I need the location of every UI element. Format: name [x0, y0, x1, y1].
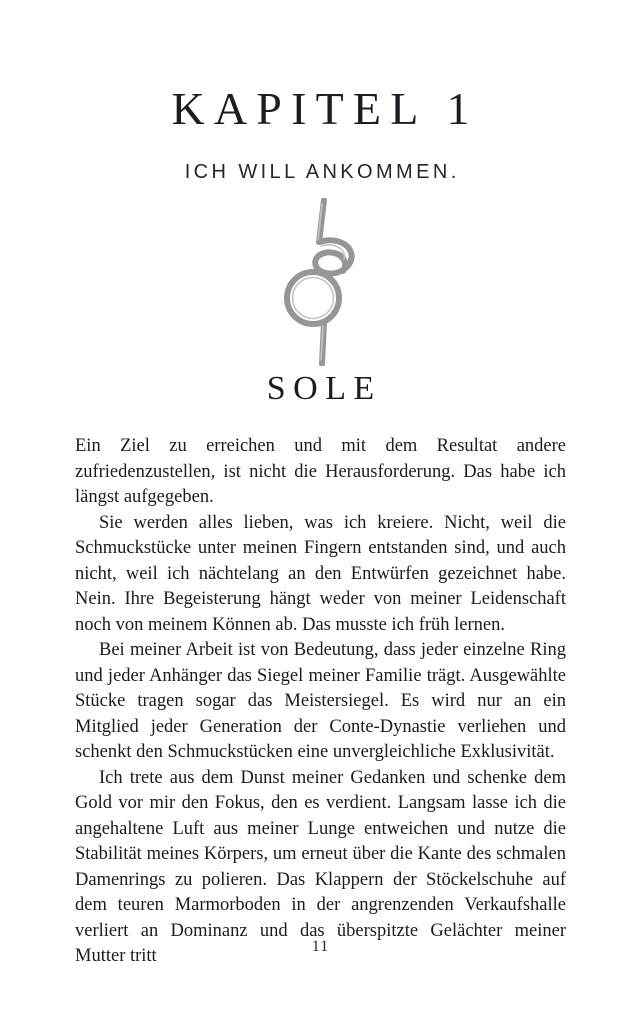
- rope-knot-icon: [231, 198, 411, 366]
- chapter-subtitle: ICH WILL ANKOMMEN.: [184, 161, 460, 183]
- page-number: 11: [311, 938, 330, 955]
- chapter-title: KAPITEL 1: [171, 83, 479, 134]
- body-text: [75, 434, 566, 970]
- paragraph-4: Ich trete aus dem Dunst meiner Gedanken und schenke dem Gold vor mir den Fokus, den es verdient. Langsam lasse ich die angehaltene Luft aus meiner Lunge entweichen und nutze die Stabilität meines Körpers, um erneut über die Kante des schmalen Damenrings zu polieren. Das Klappern der Stöckelschuhe auf dem teuren Marmorboden in der angrenzenden Verkaufshalle verliert an Dominanz und das überspitzte Gelächter meiner Mutter tritt: [75, 767, 566, 966]
- section-title: SOLE: [266, 370, 382, 407]
- paragraph-1: Ein Ziel zu erreichen und mit dem Resultat andere zufriedenzustellen, ist nicht die Herausforderung. Das habe ich längst aufgegeben.: [75, 436, 566, 507]
- paragraph-2: Sie werden alles lieben, was ich kreiere. Nicht, weil die Schmuckstücke unter meinen Fingern entstanden sind, und auch nicht, weil ich nächtelang an den Entwürfen gezeichnet habe. Nein. Ihre Begeisterung hängt weder von meiner Leidenschaft noch von meinem Können ab. Das musste ich früh lernen.: [75, 512, 566, 635]
- paragraph-3: Bei meiner Arbeit ist von Bedeutung, dass jeder einzelne Ring und jeder Anhänger das Siegel meiner Familie trägt. Ausgewählte Stücke tragen sogar das Meistersiegel. Es wird nur an ein Mitglied jeder Generation der Conte-Dynastie verliehen und schenkt den Schmuckstücken eine unvergleichliche Exklusivität.: [75, 640, 566, 762]
